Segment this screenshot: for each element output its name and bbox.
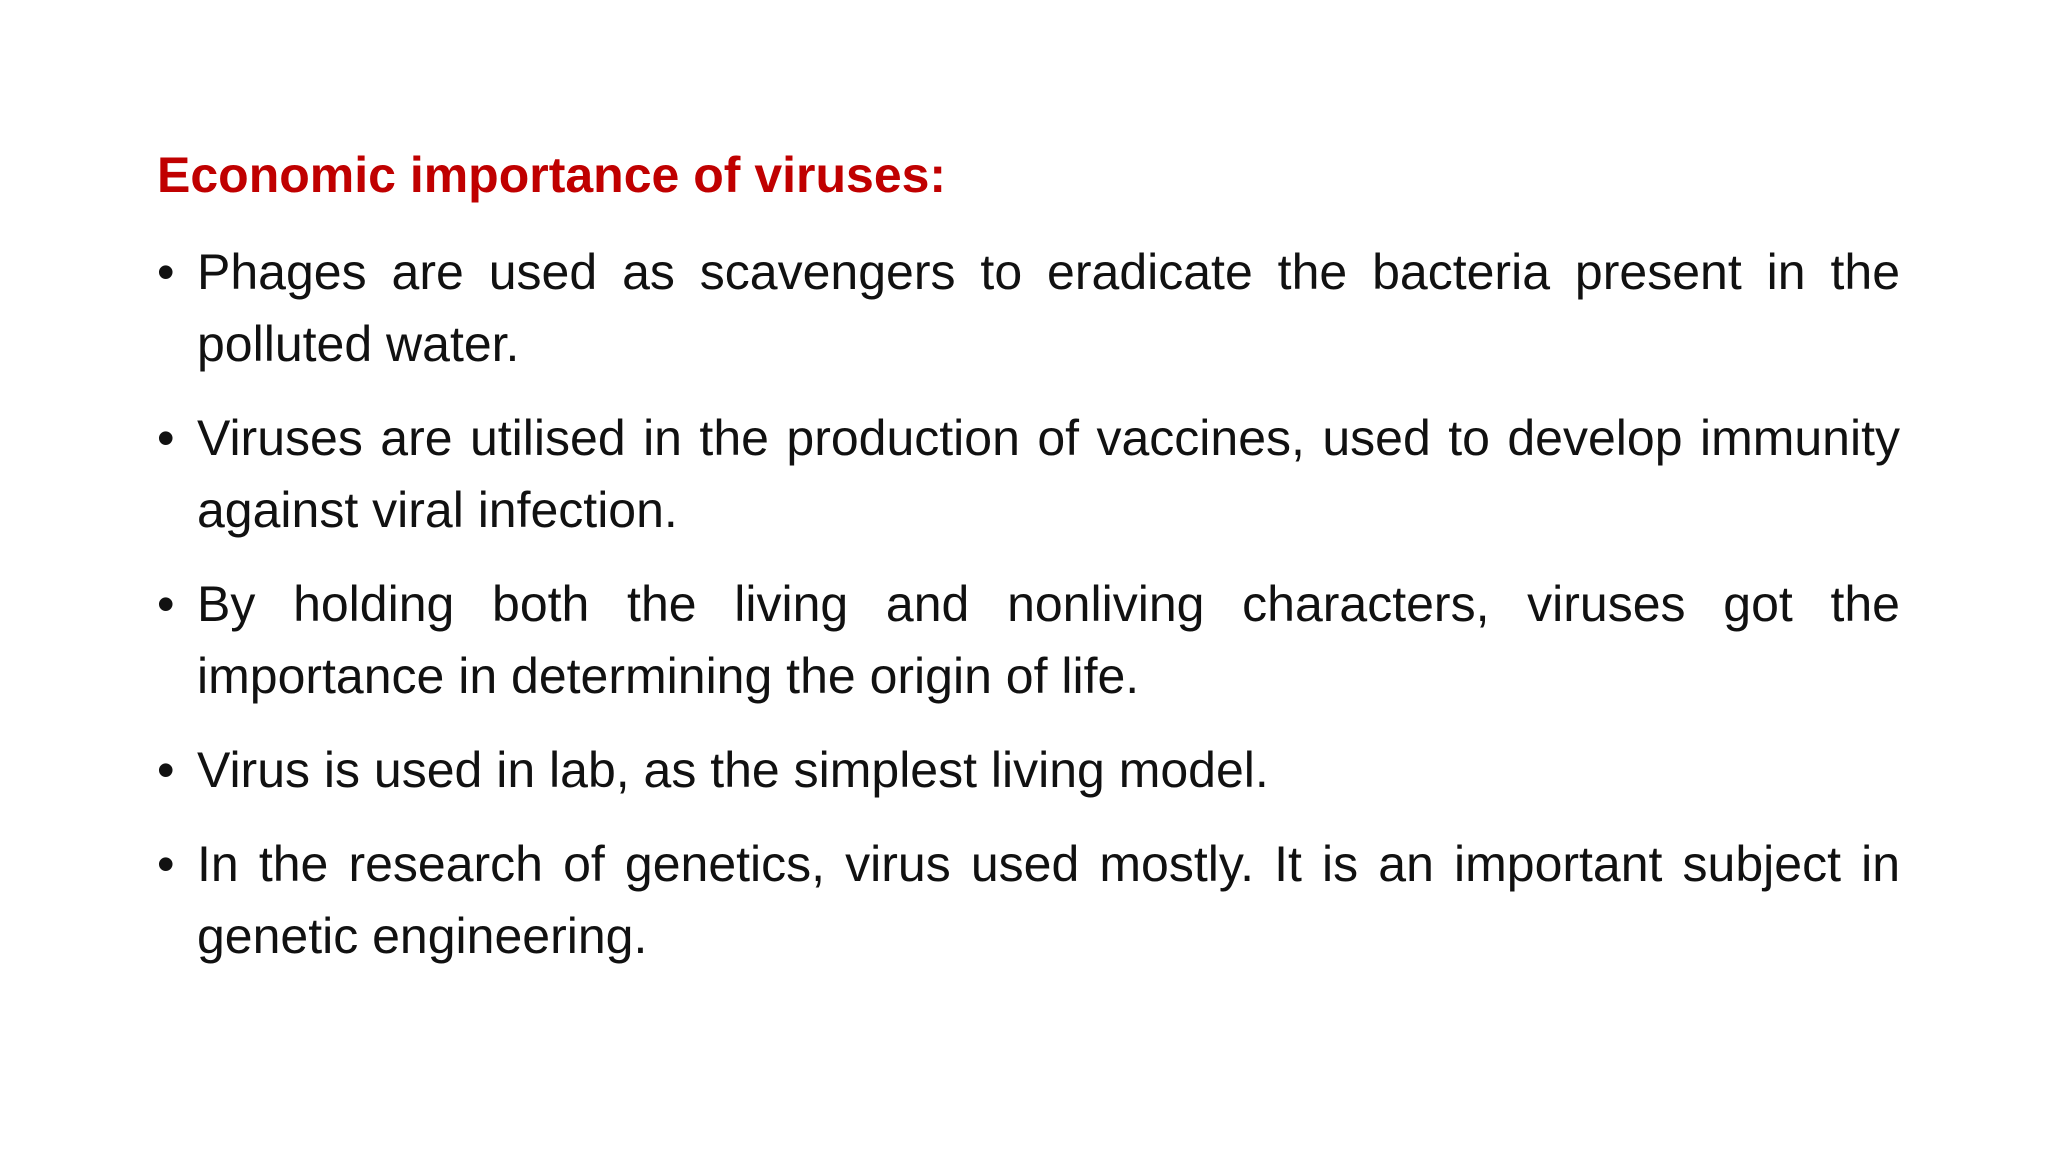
bullet-item-phages: • Phages are used as scavengers to eradicate the bacteria present in the polluted water. bbox=[157, 236, 1900, 380]
bullet-item-lab-model: • Virus is used in lab, as the simplest living model. bbox=[157, 734, 1900, 806]
slide-title: Economic importance of viruses: bbox=[157, 147, 947, 203]
bullet-item-genetics: • In the research of genetics, virus used mostly. It is an important subject in genetic engineering. bbox=[157, 828, 1900, 972]
bullet-item-origin-of-life: • By holding both the living and nonliving characters, viruses got the importance in determining the origin of life. bbox=[157, 568, 1900, 712]
bullet-item-vaccines: • Viruses are utilised in the production of vaccines, used to develop immunity against viral infection. bbox=[157, 402, 1900, 546]
bullet-list bbox=[157, 236, 1900, 994]
